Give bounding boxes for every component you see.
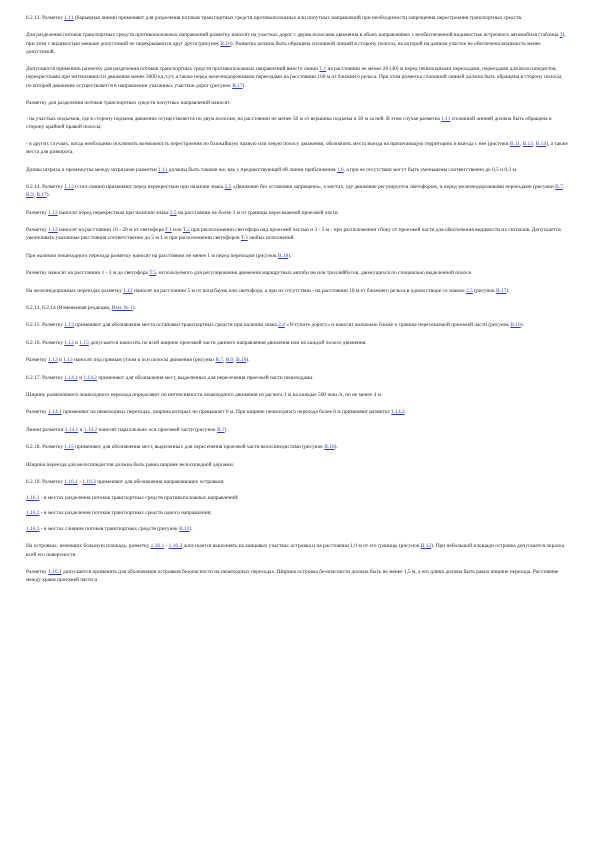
reference-link[interactable]: Т.3 — [240, 235, 248, 242]
reference-link[interactable]: 1.12 — [64, 184, 74, 191]
paragraph-text: - на участках подъемов, где в сторону подъема движение осуществляется по двум полосам, на расстоянии не менее 50 м от вершины подъема и 30 м за ней. В этом случае разметка — [26, 115, 442, 122]
paragraph — [26, 183, 568, 199]
reference-link[interactable]: В.16 — [510, 322, 521, 329]
paragraph-text: На железнодорожных переездах разметку — [26, 287, 124, 294]
paragraph-text: ). — [246, 357, 250, 364]
paragraph-text: ). — [288, 252, 292, 259]
paragraph-text: Допускается применять разметку для разделения потоков транспортных средств противоположных направлений вместо линии — [26, 66, 320, 73]
paragraph-text: , а при ее отсутствии могут быть уменьшены соответственно до 0,5 и 0,3 м. — [343, 166, 518, 173]
paragraph-text: должны быть такими же, как у предшествующей ей линии приближения — [167, 166, 337, 173]
paragraph-text: 6.2.16. Разметку — [26, 339, 65, 346]
paragraph-text: Разметку — [26, 227, 49, 234]
paragraph-text: на расстоянии не более 1 м от границы пересекаемой проезжей части. — [176, 209, 339, 216]
paragraph-text: и — [77, 374, 84, 381]
paragraph-text: Ширина переезда для велосипедистов должна быть равна ширине велосипедной дорожки. — [26, 461, 235, 468]
reference-link[interactable]: 1.6 — [336, 166, 344, 173]
paragraph-text: ). — [224, 426, 228, 433]
reference-link[interactable]: 1.11 — [441, 115, 451, 122]
paragraph — [26, 356, 568, 364]
paragraph-text: На островках, имеющих большую площадь, разметку — [26, 543, 151, 550]
reference-link[interactable]: 1.16.2 — [26, 510, 40, 517]
paragraph — [26, 287, 568, 295]
paragraph-text: - в других случаях, когда необходимо исключить возможность перестроения по ближайшую правую или левую полосу движения, обозначить места въезда на прилегающую территорию и выезда с нее (рисунки — [26, 141, 510, 148]
paragraph-text: . — [404, 409, 407, 416]
paragraph — [26, 525, 568, 533]
reference-link[interactable]: Т.5 — [149, 270, 157, 277]
reference-link[interactable]: Т.1 — [165, 227, 172, 234]
paragraph-text: , — [533, 141, 536, 148]
paragraph-text: , используемого для регулирования движения маршрутных автобусов или троллейбусов, движущихся по специально выделенной полосе. — [156, 270, 473, 277]
paragraph — [26, 115, 568, 131]
paragraph — [26, 14, 568, 22]
paragraph-text: и — [57, 357, 64, 364]
reference-link[interactable]: В.16 — [220, 40, 231, 47]
paragraph-text: (стоп-линия) применяют перед перекрестком при наличии знака — [73, 184, 225, 191]
reference-link[interactable]: 1.1 — [319, 66, 327, 73]
reference-link[interactable]: Т.2 — [182, 227, 190, 234]
reference-link[interactable]: 1.16.1 — [48, 569, 62, 576]
paragraph-text: допускается выполнять на концевых участках островка и на расстоянии 1,0 м от его границы (рисунок — [182, 543, 421, 550]
paragraph-text: и — [73, 339, 80, 346]
reference-link[interactable]: В.16 — [324, 444, 335, 451]
paragraph-text: 6.2.17. Разметку — [26, 374, 65, 381]
paragraph — [26, 209, 568, 217]
reference-link[interactable]: 2.5 — [169, 209, 177, 216]
reference-link[interactable]: 1.13 — [79, 339, 89, 346]
reference-link[interactable]: В.17 — [232, 82, 243, 89]
paragraph-text: 6.2.13. Разметку — [26, 15, 65, 21]
paragraph-text: применяют для обозначения мест, выделенных для пересечения проезжей части велосипедистами (рисунок — [73, 444, 325, 451]
paragraph-text: ). — [242, 82, 246, 89]
paragraph — [26, 140, 568, 156]
paragraph-text: (рисунок — [472, 287, 497, 294]
reference-link[interactable]: 1.14.2 — [391, 409, 405, 416]
paragraph — [26, 461, 568, 469]
paragraph-text: ). — [132, 305, 136, 312]
reference-link[interactable]: 1.14.2 — [83, 426, 98, 433]
reference-link[interactable]: Изм. № 1 — [111, 305, 133, 312]
paragraph-text: 6.2.14. Разметку — [26, 184, 65, 191]
paragraph-text: При наличии пешеходного перехода разметку наносят на расстоянии не менее 1 м перед переходом (рисунок — [26, 252, 278, 259]
paragraph-text: (барьерная линия) применяют для разделения потоков транспортных средств противоположных или попутных направлений при необходимости запрещения перестроения транспортных средств. — [73, 15, 523, 21]
reference-link[interactable]: В.13 — [522, 141, 534, 148]
reference-link[interactable]: В.7 — [217, 426, 225, 433]
reference-link[interactable]: 1.16.3 — [82, 478, 96, 485]
paragraph-text: ). При небольшой площади островка допускается окраска всей его поверхности. — [26, 543, 565, 558]
paragraph-text: ). — [506, 287, 510, 294]
paragraph-text: - — [164, 543, 169, 550]
paragraph-text: Разметку — [26, 209, 49, 216]
paragraph — [26, 31, 568, 56]
paragraph-text: при расположении светофора над проезжей частью и 3 - 5 м - при расположении сбоку от проезжей части для обеспечения видимости их сигналов. Допускается увеличивать указанные расстояния соответственно до 5 м 1 м при расположении светофоров — [26, 227, 561, 242]
reference-link[interactable]: 1.16.1 — [26, 494, 40, 501]
paragraph — [26, 408, 568, 416]
reference-link[interactable]: В.7 — [555, 184, 563, 191]
paragraph-text: , — [233, 357, 237, 364]
paragraph — [26, 568, 568, 584]
paragraph — [26, 65, 568, 90]
reference-link[interactable]: 1.13 — [63, 357, 73, 364]
paragraph-text: , — [223, 357, 226, 364]
paragraph-text: ). — [46, 192, 50, 199]
paragraph-text: Для разделения потоков транспортных средств противоположных направлений разметку наносят на участках дорог с двумя полосами движения в обоих направлениях с необеспеченной видимостью встречного автомобиля (таблица — [26, 32, 560, 39]
reference-link[interactable]: 1.16.1 — [150, 543, 165, 550]
paragraph-text: применяют для обозначения мест, выделенных для пересечения проезжей части пешеходами. — [96, 374, 314, 381]
paragraph-text: ). — [520, 322, 524, 329]
reference-link[interactable]: 1.14.2 — [83, 374, 97, 381]
reference-link[interactable]: 1.11 — [158, 166, 168, 173]
reference-link[interactable]: В.14 — [535, 141, 547, 148]
reference-link[interactable]: В.17 — [36, 192, 47, 199]
paragraph — [26, 542, 568, 558]
paragraph — [26, 252, 568, 260]
paragraph — [26, 494, 568, 502]
paragraph-text: Разметку — [26, 569, 49, 576]
reference-link[interactable]: 2.5 — [224, 184, 232, 191]
reference-link[interactable]: 1.16.3 — [26, 526, 40, 533]
paragraph — [26, 99, 568, 107]
paragraph-text: , — [33, 192, 37, 199]
reference-link[interactable]: 1.12 — [48, 357, 58, 364]
paragraph-text: - в местах разделения потоков транспортных средств противоположных направлений; — [39, 494, 239, 501]
paragraph — [26, 339, 568, 347]
reference-link[interactable]: В.12 — [179, 526, 190, 533]
reference-link[interactable]: 1.14.1 — [64, 374, 78, 381]
paragraph-text: допускается наносить по всей ширине проезжей части данного направления движения или на каждой полосе движения. — [88, 339, 367, 346]
paragraph-text: - — [77, 478, 83, 485]
paragraph — [26, 374, 568, 382]
paragraph-text: сплошной линией должна быть обращена в сторону крайней правой полосы; — [26, 115, 552, 130]
paragraph-text: или — [171, 227, 183, 234]
reference-link[interactable]: 1.13 — [64, 322, 74, 329]
paragraph-text: , — [519, 141, 523, 148]
paragraph-text: допускается применять для обозначения островков безопасности на пешеходных переходах. Ширина островка безопасности должна быть не менее 1,5 м, а его длина должна быть равна ширине перехода. Расстояние между краем проезжей части и — [26, 569, 559, 584]
paragraph — [26, 269, 568, 277]
paragraph-text: ), при этом с видимостью меньше допустимой не перекрываются друг друга (рисунок — [26, 32, 566, 47]
paragraph-text: 6.2.18. Разметку — [26, 444, 65, 451]
paragraph-text: - в местах разделения потоков транспортных средств одного направления; — [39, 510, 212, 517]
reference-link[interactable]: 2.5 — [466, 287, 473, 294]
reference-link[interactable]: В.17 — [496, 287, 507, 294]
reference-link[interactable]: 1.11 — [64, 15, 74, 21]
reference-link[interactable]: 1.14.1 — [64, 426, 79, 433]
paragraph-text: «Уступите дорогу» и наносят возможно ближе к границе пересекаемой проезжей части (рисунок — [284, 322, 511, 329]
paragraph — [26, 226, 568, 242]
paragraph-text: наносят параллельно оси проезжей части (рисунок — [97, 426, 218, 433]
reference-link[interactable]: В.9 — [225, 357, 234, 364]
paragraph — [26, 321, 568, 329]
paragraph — [26, 478, 568, 486]
paragraph-text: любых исполнений. — [247, 235, 295, 242]
reference-link[interactable]: 2.4 — [278, 322, 285, 329]
paragraph-text: 6.2.13, 6.2.14 (Измененная редакция, — [26, 305, 112, 312]
paragraph-text: 6.2.15. Разметку — [26, 322, 65, 329]
reference-link[interactable]: 1.14.1 — [48, 409, 62, 416]
paragraph-text: наносят перед перекрестком при наличии знака — [57, 209, 170, 216]
paragraph-text: Длины штриха и промежутка между штрихами разметки — [26, 166, 159, 173]
document-body — [26, 14, 568, 594]
paragraph-text: Линии разметки — [26, 426, 65, 433]
reference-link[interactable]: 1.15 — [64, 444, 74, 451]
paragraph-text: наносят на расстоянии 5 м от шлагбаума или светофора, а при их отсутствии - на расстоянии 10 м от ближнего рельса в одном створе со знаком — [132, 287, 467, 294]
paragraph-text: Ширину размечаемого пешеходного перехода определяют по интенсивности пешеходного движения из расчета 1 м на каждые 500 пеш./ч, но не менее 4 м. — [26, 391, 383, 398]
paragraph — [26, 391, 568, 399]
paragraph-text: Разметку — [26, 409, 49, 416]
paragraph-text: на расстоянии не менее 20 (40) м перед пешеходными переходами, переездами для велосипедистов, перекрестками при интенсивности движения менее 3000 ед./сут, а также перед железнодорожными переездами на расстоянии 100 м от ближнего рельса. При этом разметка сплошной линией должна быть обращена в сторону полосы, по которой движение осуществляется в направлении указанных участков дорог (рисунок — [26, 66, 563, 89]
paragraph-text: - в местах слияния потоков транспортных средств (рисунок — [39, 526, 180, 533]
paragraph-text: Разметку для разделения потоков транспортных средств попутных направлений наносят: — [26, 99, 232, 106]
reference-link[interactable]: 1.12 — [48, 227, 58, 234]
paragraph-text: применяют для обозначения места остановки транспортных средств при наличии знака — [73, 322, 279, 329]
reference-link[interactable]: В.9 — [26, 192, 34, 199]
reference-link[interactable]: 1.16.1 — [64, 478, 78, 485]
reference-link[interactable]: В.10 — [236, 357, 247, 364]
reference-link[interactable]: 3 — [559, 32, 563, 39]
paragraph-text: наносят под прямым углом к оси полосы движения (рисунки — [72, 357, 216, 364]
paragraph-text: ), а также места для разворота. — [26, 141, 568, 156]
paragraph — [26, 304, 568, 312]
paragraph-text: «Движение без остановки запрещено», а местах, где движение регулируется светофором, и перед железнодорожными переездами (рисунки — [231, 184, 556, 191]
paragraph-text: Разметку наносят на расстоянии 1 - 3 м до светофора — [26, 270, 150, 277]
paragraph-text: Разметку — [26, 357, 49, 364]
reference-link[interactable]: В.12 — [420, 543, 432, 550]
reference-link[interactable]: В.11 — [509, 141, 520, 148]
paragraph-text: наносят на расстоянии 10 - 20 м от светофора — [57, 227, 166, 234]
reference-link[interactable]: 1.12 — [64, 339, 74, 346]
reference-link[interactable]: В.7 — [215, 357, 224, 364]
paragraph-text: и — [78, 426, 84, 433]
paragraph — [26, 426, 568, 434]
reference-link[interactable]: 1.12 — [48, 209, 58, 216]
reference-link[interactable]: 1.16.3 — [168, 543, 183, 550]
paragraph-text: ). — [189, 526, 193, 533]
paragraph-text: ). Разметка должна быть обращена сплошной линией в сторону полосы, на которой на данном участке не обеспечена видимость менее допустимой. — [26, 40, 541, 55]
paragraph-text: ). — [334, 444, 338, 451]
reference-link[interactable]: В.18 — [277, 252, 289, 259]
paragraph — [26, 443, 568, 451]
paragraph-text: применяют для обозначения направляющих островков: — [95, 478, 225, 485]
paragraph-text: , — [562, 184, 565, 191]
paragraph-text: применяют на пешеходных переходах, ширина которых не превышает 6 м. При ширине пешеходного перехода более 6 м применяют разметку — [61, 409, 392, 416]
reference-link[interactable]: 1.12 — [123, 287, 133, 294]
paragraph — [26, 509, 568, 517]
paragraph — [26, 166, 568, 174]
paragraph-text: 6.2.19. Разметку — [26, 478, 65, 485]
